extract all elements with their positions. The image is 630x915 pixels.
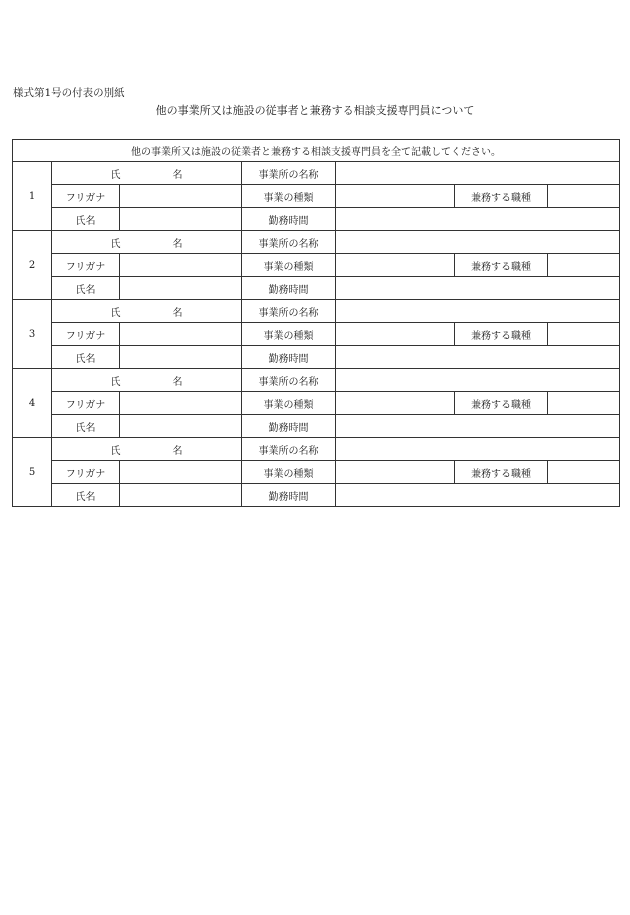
furigana-label: フリガナ (52, 185, 120, 208)
work-hours-label: 勤務時間 (242, 415, 336, 438)
office-name-field[interactable] (336, 231, 620, 254)
business-type-label: 事業の種類 (242, 254, 336, 277)
entry-row-name (13, 369, 620, 392)
full-name-label: 氏名 (52, 208, 120, 231)
concurrent-staff-table (12, 139, 620, 507)
furigana-label: フリガナ (52, 323, 120, 346)
office-name-field[interactable] (336, 300, 620, 323)
entry-row-furigana (13, 392, 620, 415)
entry-row-furigana (13, 254, 620, 277)
full-name-field[interactable] (120, 415, 242, 438)
work-hours-field[interactable] (336, 415, 620, 438)
business-type-field[interactable] (336, 185, 455, 208)
entry-row-name (13, 438, 620, 461)
entry-row-furigana (13, 185, 620, 208)
entry-row-name (13, 231, 620, 254)
concurrent-job-field[interactable] (548, 461, 620, 484)
name-label-cell (52, 300, 242, 323)
office-name-label: 事業所の名称 (242, 231, 336, 254)
entry-row-fullname (13, 484, 620, 507)
office-name-label: 事業所の名称 (242, 162, 336, 185)
name-label-second: 名 (172, 445, 183, 457)
office-name-field[interactable] (336, 162, 620, 185)
concurrent-job-field[interactable] (548, 254, 620, 277)
concurrent-job-label: 兼務する職種 (455, 254, 548, 277)
full-name-field[interactable] (120, 346, 242, 369)
furigana-label: フリガナ (52, 254, 120, 277)
office-name-field[interactable] (336, 438, 620, 461)
page-title: 他の事業所又は施設の従事者と兼務する相談支援専門員について (155, 104, 475, 117)
concurrent-job-field[interactable] (548, 323, 620, 346)
name-label-second: 名 (172, 376, 183, 388)
name-label-first: 氏 (110, 445, 121, 457)
name-label-first: 氏 (110, 307, 121, 319)
work-hours-label: 勤務時間 (242, 346, 336, 369)
name-label-cell (52, 162, 242, 185)
furigana-label: フリガナ (52, 461, 120, 484)
office-name-label: 事業所の名称 (242, 300, 336, 323)
furigana-field[interactable] (120, 323, 242, 346)
business-type-field[interactable] (336, 392, 455, 415)
office-name-label: 事業所の名称 (242, 369, 336, 392)
entry-row-name (13, 300, 620, 323)
work-hours-field[interactable] (336, 208, 620, 231)
furigana-field[interactable] (120, 254, 242, 277)
entry-row-furigana (13, 461, 620, 484)
name-label-second: 名 (172, 307, 183, 319)
business-type-label: 事業の種類 (242, 185, 336, 208)
concurrent-job-label: 兼務する職種 (455, 461, 548, 484)
concurrent-job-label: 兼務する職種 (455, 323, 548, 346)
full-name-label: 氏名 (52, 484, 120, 507)
work-hours-field[interactable] (336, 346, 620, 369)
furigana-label: フリガナ (52, 392, 120, 415)
entry-row-furigana (13, 323, 620, 346)
work-hours-label: 勤務時間 (242, 484, 336, 507)
full-name-label: 氏名 (52, 277, 120, 300)
name-label-first: 氏 (110, 238, 121, 250)
business-type-label: 事業の種類 (242, 392, 336, 415)
name-label-cell (52, 231, 242, 254)
business-type-field[interactable] (336, 323, 455, 346)
entry-row-fullname (13, 346, 620, 369)
work-hours-label: 勤務時間 (242, 208, 336, 231)
concurrent-job-label: 兼務する職種 (455, 185, 548, 208)
concurrent-job-field[interactable] (548, 185, 620, 208)
entry-number: 3 (13, 300, 52, 369)
form-label: 様式第1号の付表の別紙 (13, 87, 125, 99)
name-label-cell (52, 438, 242, 461)
table-header-row (13, 140, 620, 162)
concurrent-job-label: 兼務する職種 (455, 392, 548, 415)
furigana-field[interactable] (120, 461, 242, 484)
business-type-field[interactable] (336, 461, 455, 484)
entry-number: 5 (13, 438, 52, 507)
entry-row-fullname (13, 208, 620, 231)
work-hours-label: 勤務時間 (242, 277, 336, 300)
name-label-cell (52, 369, 242, 392)
entry-row-fullname (13, 415, 620, 438)
work-hours-field[interactable] (336, 277, 620, 300)
name-label-second: 名 (172, 238, 183, 250)
concurrent-job-field[interactable] (548, 392, 620, 415)
entry-number: 2 (13, 231, 52, 300)
name-label-second: 名 (172, 169, 183, 181)
entry-row-fullname (13, 277, 620, 300)
full-name-field[interactable] (120, 208, 242, 231)
entry-row-name (13, 162, 620, 185)
business-type-field[interactable] (336, 254, 455, 277)
entry-number: 1 (13, 162, 52, 231)
furigana-field[interactable] (120, 185, 242, 208)
full-name-field[interactable] (120, 277, 242, 300)
name-label-first: 氏 (110, 376, 121, 388)
furigana-field[interactable] (120, 392, 242, 415)
office-name-label: 事業所の名称 (242, 438, 336, 461)
full-name-field[interactable] (120, 484, 242, 507)
full-name-label: 氏名 (52, 346, 120, 369)
work-hours-field[interactable] (336, 484, 620, 507)
office-name-field[interactable] (336, 369, 620, 392)
full-name-label: 氏名 (52, 415, 120, 438)
name-label-first: 氏 (110, 169, 121, 181)
entry-number: 4 (13, 369, 52, 438)
business-type-label: 事業の種類 (242, 461, 336, 484)
table-header: 他の事業所又は施設の従業者と兼務する相談支援専門員を全て記載してください。 (13, 140, 620, 162)
business-type-label: 事業の種類 (242, 323, 336, 346)
